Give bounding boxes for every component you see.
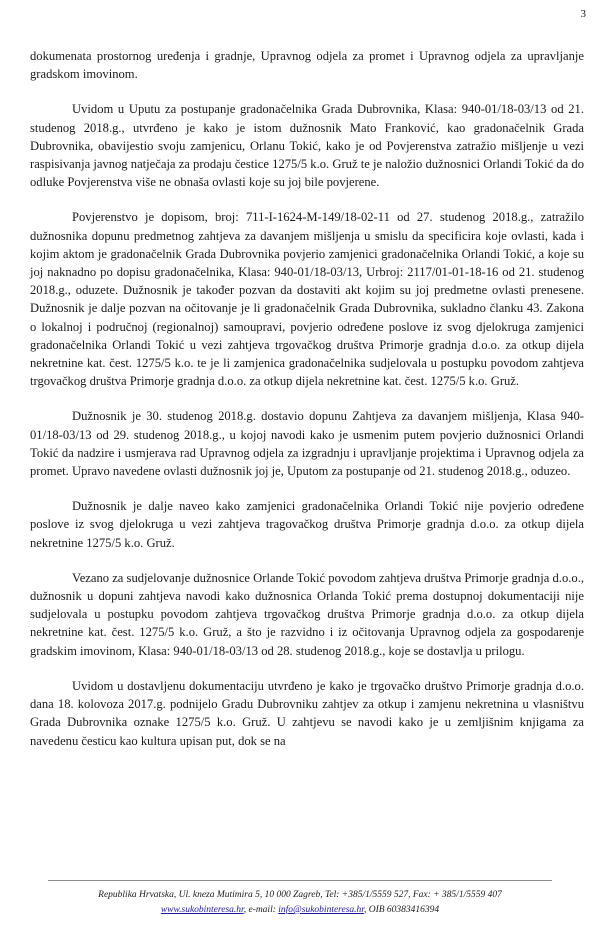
paragraph-1: dokumenata prostornog uređenja i gradnje, Upravnog odjela za promet i Upravnog odjela za upravljanje gradskom imovinom. xyxy=(30,49,584,82)
email-link[interactable]: info@sukobinteresa.hr xyxy=(278,905,364,915)
paragraph-2: Uvidom u Uputu za postupanje gradonačelnika Grada Dubrovnika, Klasa: 940-01/18-03/13 od 21. studenog 2018.g., utvrđeno je kako je istom dužnosnik Mato Franković, kao gradonačelnik Grada Dubrovnika, obavijestio svoju zamjenicu, Orlanu Tokić, kako je od Povjerenstva zatražio mišljenje u vezi raspisivanja javnog natječaja za prodaju čestice 1275/5 k.o. Gruž te je naložio dužnosnici Orlandi Tokić da do odluke Povjerenstva više ne obnaša ovlasti koje su joj bile povjerene. xyxy=(30,102,584,190)
paragraph-4: Dužnosnik je 30. studenog 2018.g. dostavio dopunu Zahtjeva za davanjem mišljenja, Klasa 940-01/18-03/13 od 29. studenog 2018.g., u kojoj navodi kako je usmenim putem povjerio dužnosnici Orlandi Tokić da nadzire i usmjerava rad Upravnog odjela za izgradnju i upravljanje projektima i Upravnog odjela za promet. Upravo navedene ovlasti dužnosnik joj je, Uputom za postupanje od 21. studenog 2018.g., oduzeo. xyxy=(30,409,584,479)
page-footer xyxy=(0,888,600,918)
document-body xyxy=(30,47,584,767)
paragraph-3: Povjerenstvo je dopisom, broj: 711-I-1624-M-149/18-02-11 od 27. studenog 2018.g., zatražilo dužnosnika dopunu predmetnog zahtjeva za davanjem mišljenja u smislu da specificira koje ovlasti, kada i kojim aktom je gradonačelnik Grada Dubrovnika povjerio zamjenici gradonačelnika Orlandi Tokić, a koje su joj naknadno po dopisu gradonačelnika, Klasa: 940-01/18-03/13, Urbroj: 2117/01-01-18-16 od 21. studenog 2018.g., oduzete. Dužnosnik je također pozvan da dostaviti akt kojim su joj predmetne ovlasti prenesene. Dužnosnik je dalje pozvan na očitovanje je li gradonačelnik Grada Dubrovnika, sukladno članku 43. Zakona o lokalnoj i područnoj (regionalnoj) samoupravi, povjerio određene poslove iz svog djelokruga zamjenici gradonačelnika Orlandi Tokić u vezi zahtjeva trgovačkog društva Primorje gradnja d.o.o. za otkup dijela nekretnine kat. čest. 1275/5 k.o. te je li zamjenica gradonačelnika sudjelovala u postupku povodom zahtjeva trgovačkog društva Primorje gradnja d.o.o. za otkup dijela nekretnine kat. čest. 1275/5 k.o. Gruž. xyxy=(30,210,584,389)
page-number: 3 xyxy=(580,8,586,20)
paragraph-7: Uvidom u dostavljenu dokumentaciju utvrđeno je kako je trgovačko društvo Primorje gradnja d.o.o. dana 18. kolovoza 2017.g. podnijelo Gradu Dubrovniku zahtjev za otkup i zamjenu nekretnina u vlasništvu Grada Dubrovnika oznake 1275/5 k.o. Gruž. U zahtjevu se navodi kako je u zemljišnim knjigama za navedenu česticu kao kultura upisan put, dok se na xyxy=(30,678,584,748)
footer-divider xyxy=(48,880,552,881)
paragraph-6: Vezano za sudjelovanje dužnosnice Orlande Tokić povodom zahtjeva društva Primorje gradnja d.o.o., dužnosnik u dopuni zahtjeva navodi kako dužnosnica Orlanda Tokić prema dostupnoj dokumentaciji nije sudjelovala u postupku povodom zahtjeva trgovačkog društva Primorje gradnja d.o.o. za otkup dijela nekretnine kat. čest. 1275/5 k.o. Gruž, a što je razvidno i iz očitovanja Upravnog odjela za gospodarenje gradskim imovinom, Klasa: 940-01/18-03/13 od 28. studenog 2018.g., koje se dostavlja u prilogu. xyxy=(30,570,584,658)
footer-address: Republika Hrvatska, Ul. kneza Mutimira 5, 10 000 Zagreb, Tel: +385/1/5559 527, Fax: + 385/1/5559 407 xyxy=(98,890,502,900)
oib-text: , OIB 60383416394 xyxy=(363,905,440,915)
email-label: , e-mail: xyxy=(243,905,276,915)
website-link[interactable]: www.sukobinteresa.hr xyxy=(160,905,244,915)
footer-contact-line xyxy=(0,903,600,918)
paragraph-5: Dužnosnik je dalje naveo kako zamjenici gradonačelnika Orlandi Tokić nije povjerio određene poslove iz svog djelokruga u vezi zahtjeva tragovačkog društva Primorje gradnja d.o.o. za otkup dijela nekretnine 1275/5 k.o. Gruž. xyxy=(30,499,584,550)
